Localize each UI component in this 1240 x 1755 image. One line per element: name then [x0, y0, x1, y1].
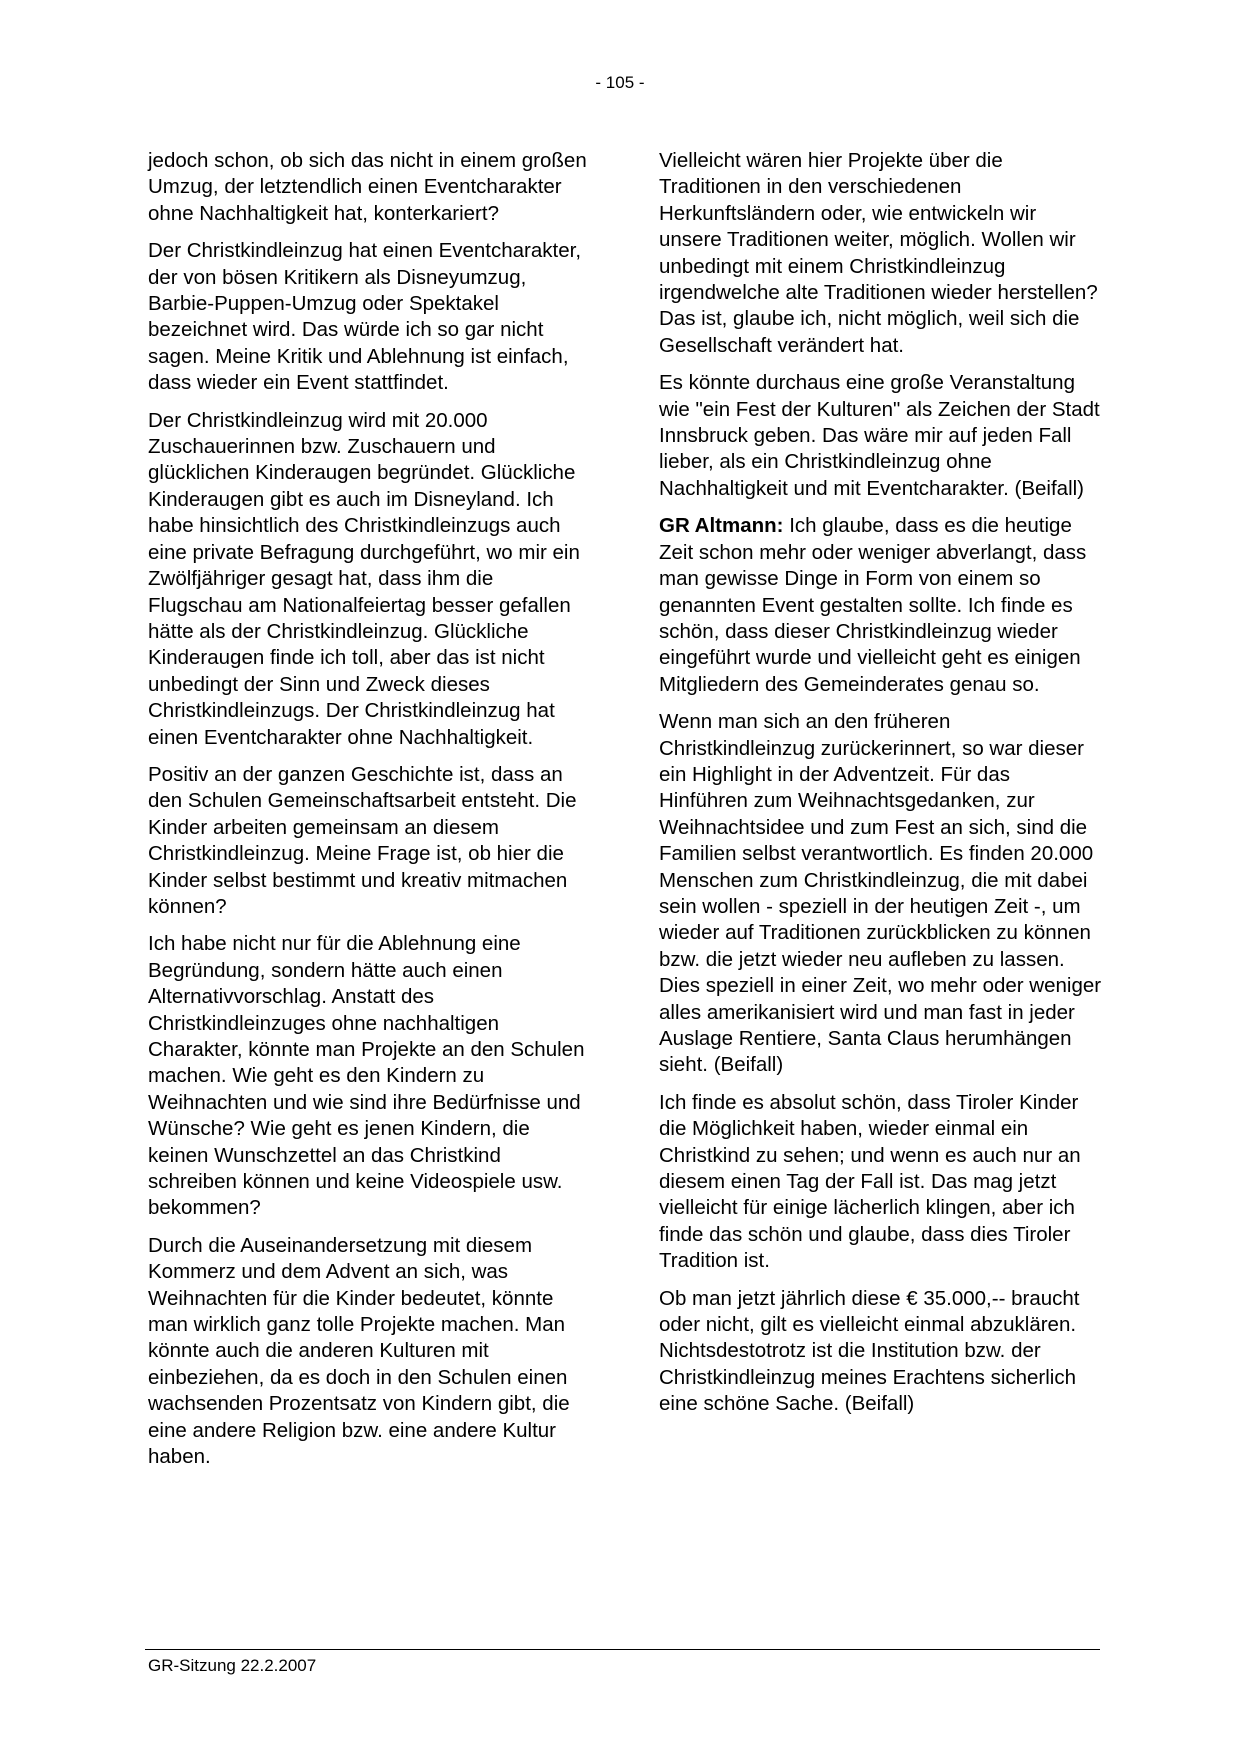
paragraph: Ob man jetzt jährlich diese € 35.000,-- braucht oder nicht, gilt es vielleicht einmal abzuklären. Nichtsdestotrotz ist die Institution bzw. der Christkindleinzug meines Erachtens sicherlich eine schöne Sache. (Beifall)	[659, 1286, 1080, 1416]
paragraph: Positiv an der ganzen Geschichte ist, dass an den Schulen Gemeinschaftsarbeit entsteht. Die Kinder arbeiten gemeinsam an diesem Christkindleinzug. Meine Frage ist, ob hier die Kinder selbst bestimmt und kreativ mitmachen können?	[148, 762, 577, 918]
speaker-paragraph	[659, 513, 1103, 698]
paragraph: Ich habe nicht nur für die Ablehnung eine Begründung, sondern hätte auch einen Alternativvorschlag. Anstatt des Christkindleinzuges ohne nachhaltigen Charakter, könnte man Projekte an den Schulen machen. Wie geht es den Kindern zu Weihnachten und wie sind ihre Bedürfnisse und Wünsche? Wie geht es jenen Kindern, die keinen Wunschzettel an das Christkind schreiben können und keine Videospiele usw. bekommen?	[148, 932, 585, 1220]
paragraph: Ich finde es absolut schön, dass Tiroler Kinder die Möglichkeit haben, wieder einmal ein Christkind zu sehen; und wenn es auch nur an diesem einen Tag der Fall ist. Das mag jetzt vielleicht für einige lächerlich klingen, aber ich finde das schön und glaube, dass dies Tiroler Tradition ist.	[659, 1090, 1081, 1273]
paragraph: Der Christkindleinzug hat einen Eventcharakter, der von bösen Kritikern als Disneyumzug, Barbie-Puppen-Umzug oder Spektakel bezeichnet wird. Das würde ich so gar nicht sagen. Meine Kritik und Ablehnung ist einfach, dass wieder ein Event stattfindet.	[148, 239, 582, 395]
left-column	[148, 148, 588, 1482]
paragraph: Durch die Auseinandersetzung mit diesem Kommerz und dem Advent an sich, was Weihnachten für die Kinder bedeutet, könnte man wirklich ganz tolle Projekte machen. Man könnte auch die anderen Kulturen mit einbeziehen, da es doch in den Schulen einen wachsenden Prozentsatz von Kindern gibt, die eine andere Religion bzw. eine andere Kultur haben.	[148, 1233, 570, 1469]
footer-divider	[145, 1649, 1100, 1650]
speaker-name: GR Altmann:	[659, 514, 784, 538]
paragraph: Wenn man sich an den früheren Christkindleinzug zurückerinnert, so war dieser ein Highlight in der Adventzeit. Für das Hinführen zum Weihnachtsgedanken, zur Weihnachtsidee und zum Fest an sich, sind die Familien selbst verantwortlich. Es finden 20.000 Menschen zum Christkindleinzug, die mit dabei sein wollen - speziell in der heutigen Zeit -, um wieder auf Traditionen zurückblicken zu können bzw. die jetzt wieder neu aufleben zu lassen. Dies speziell in einer Zeit, wo mehr oder weniger alles amerikanisiert wird und man fast in jeder Auslage Rentiere, Santa Claus herumhängen sieht. (Beifall)	[659, 710, 1102, 1077]
paragraph: Der Christkindleinzug wird mit 20.000 Zuschauerinnen bzw. Zuschauern und glücklichen Kinderaugen begründet. Glückliche Kinderaugen gibt es auch im Disneyland. Ich habe hinsichtlich des Christkindleinzugs auch eine private Befragung durchgeführt, wo mir ein Zwölfjähriger gesagt hat, dass ihm die Flugschau am Nationalfeiertag besser gefallen hätte als der Christkindleinzug. Glückliche Kinderaugen finde ich toll, aber das ist nicht unbedingt der Sinn und Zweck dieses Christkindleinzugs. Der Christkindleinzug hat einen Eventcharakter ohne Nachhaltigkeit.	[148, 408, 580, 749]
paragraph: Vielleicht wären hier Projekte über die Traditionen in den verschiedenen Herkunftsländern oder, wie entwickeln wir unsere Traditionen weiter, möglich. Wollen wir unbedingt mit einem Christkindleinzug irgendwelche alte Traditionen wieder herstellen? Das ist, glaube ich, nicht möglich, weil sich die Gesellschaft verändert hat.	[659, 149, 1098, 357]
right-column	[659, 148, 1103, 1429]
paragraph: Es könnte durchaus eine große Veranstaltung wie "ein Fest der Kulturen" als Zeichen der Stadt Innsbruck geben. Das wäre mir auf jeden Fall lieber, als ein Christkindleinzug ohne Nachhaltigkeit und mit Eventcharakter. (Beifall)	[659, 371, 1100, 500]
page-number: - 105 -	[595, 73, 645, 92]
paragraph: jedoch schon, ob sich das nicht in einem großen Umzug, der letztendlich einen Eventcharakter ohne Nachhaltigkeit hat, konterkariert?	[148, 149, 587, 225]
footer-session-date: GR-Sitzung 22.2.2007	[148, 1656, 317, 1675]
speaker-statement: Ich glaube, dass es die heutige Zeit schon mehr oder weniger abverlangt, dass man gewisse Dinge in Form von einem so genannten Event gestalten sollte. Ich finde es schön, dass dieser Christkindleinzug wieder eingeführt wurde und vielleicht geht es einigen Mitgliedern des Gemeinderates genau so.	[659, 514, 1087, 696]
